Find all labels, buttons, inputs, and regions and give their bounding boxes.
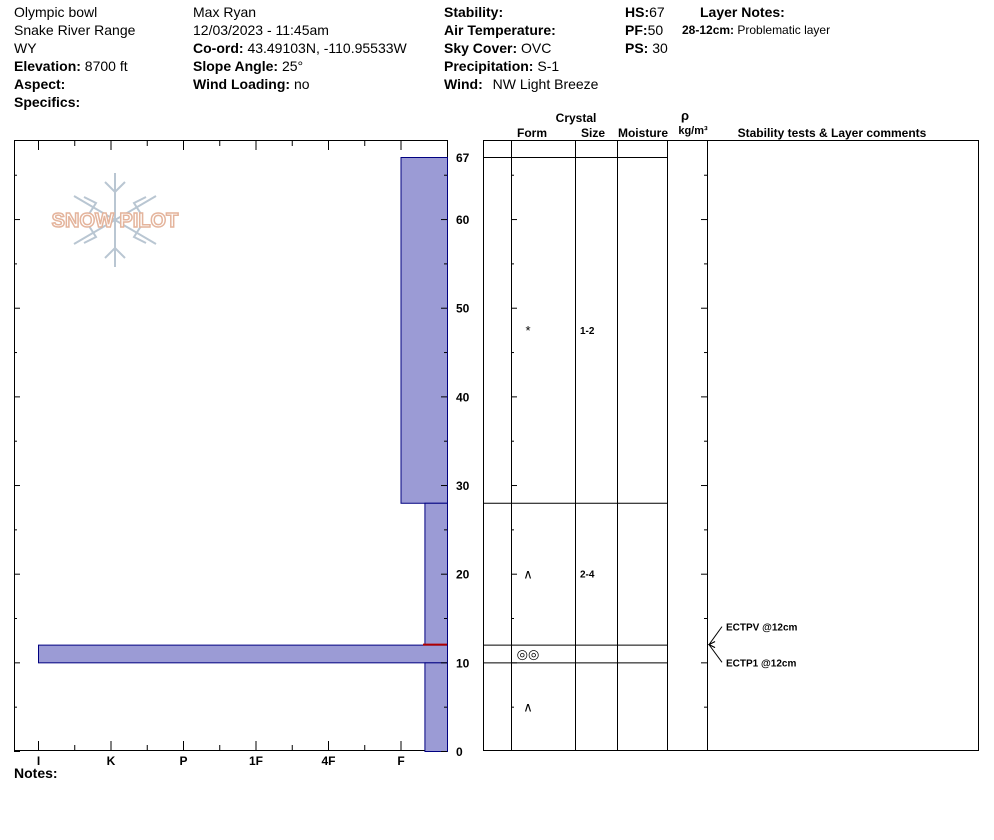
crystal-form-depth-hoar: ∧ — [523, 566, 533, 582]
pf-value: 50 — [647, 22, 664, 38]
crystal-form-precipitation-particles: * — [525, 322, 531, 338]
wind-loading-label: Wind Loading: — [193, 76, 291, 92]
elevation-label: Elevation: — [14, 58, 81, 74]
stability-test-label: ECTP1 @12cm — [726, 658, 797, 670]
crystal-form-melt-forms: ◎◎ — [516, 646, 540, 662]
crystal-header: Crystal — [555, 111, 597, 125]
wind-loading-value: no — [293, 76, 310, 92]
stability-label: Stability: — [444, 4, 504, 20]
precip-label: Precipitation: — [444, 58, 534, 74]
hardness-tick-label: F — [397, 754, 405, 768]
depth-tick-label: 20 — [456, 567, 470, 582]
observer-name: Max Ryan — [193, 4, 257, 20]
hardness-layer-2 — [39, 645, 448, 663]
slope-label: Slope Angle: — [193, 58, 279, 74]
coord-value: 43.49103N, -110.95533W — [247, 40, 407, 56]
stability-test-leader — [709, 645, 722, 663]
form-header: Form — [517, 126, 547, 140]
size-header: Size — [580, 126, 606, 140]
slope-value: 25° — [281, 58, 304, 74]
ps-value: 30 — [652, 40, 668, 56]
notes-label: Notes: — [14, 765, 58, 781]
hardness-tick-label: K — [106, 754, 116, 768]
stability-comments-header: Stability tests & Layer comments — [737, 126, 927, 140]
stability-test-leader — [709, 627, 722, 645]
wind-label: Wind: — [444, 76, 483, 92]
observation-datetime: 12/03/2023 - 11:45am — [193, 22, 329, 38]
hardness-layers — [39, 158, 448, 752]
snowpilot-watermark — [52, 173, 179, 267]
hardness-tick-label: P — [179, 754, 188, 768]
ps-label: PS: — [625, 40, 649, 56]
range-name: Snake River Range — [14, 22, 136, 38]
precip-value: S-1 — [537, 58, 560, 74]
hardness-layer-0 — [401, 158, 448, 504]
sky-label: Sky Cover: — [444, 40, 518, 56]
wind-value: NW Light Breeze — [492, 76, 599, 92]
stability-test-label: ECTPV @12cm — [726, 622, 798, 634]
depth-tick-label: 50 — [456, 301, 470, 316]
depth-tick-label: 30 — [456, 479, 470, 494]
crystal-form-depth-hoar: ∧ — [523, 699, 533, 715]
layer-note-text: Problematic layer — [737, 23, 831, 37]
layer-note-depth: 28-12cm: — [682, 23, 735, 37]
density-ticks — [701, 175, 707, 707]
depth-tick-label: 60 — [456, 213, 470, 228]
aspect-label: Aspect: — [14, 76, 66, 92]
depth-tick-label: 0 — [456, 745, 463, 759]
hardness-tick-label: I — [36, 754, 41, 768]
sky-value: OVC — [521, 40, 552, 56]
hardness-tick-label: 1F — [248, 754, 264, 768]
elevation-value: 8700 ft — [84, 58, 128, 74]
pf-label: PF: — [625, 22, 648, 38]
depth-tick-label: 67 — [456, 151, 470, 165]
hs-value: 67 — [649, 4, 665, 20]
crystal-size-1: 2-4 — [580, 569, 595, 581]
hardness-tick-label: 4F — [321, 754, 336, 768]
density-unit-header: kg/m³ — [678, 125, 708, 137]
rho-header: ρ — [680, 108, 690, 123]
stability-tests — [709, 623, 798, 670]
state-name: WY — [14, 40, 37, 56]
layer-notes-label: Layer Notes: — [700, 4, 785, 20]
specifics-label: Specifics: — [14, 94, 81, 110]
depth-tick-label: 40 — [456, 390, 470, 405]
crystal-size-0: 1-2 — [580, 325, 595, 337]
crystal-rows — [517, 323, 595, 715]
air-temp-label: Air Temperature: — [444, 22, 556, 38]
coord-label: Co-ord: — [193, 40, 244, 56]
depth-tick-label: 10 — [456, 656, 470, 671]
hs-label: HS: — [625, 4, 650, 20]
watermark-text: SNOW PILOT — [51, 210, 179, 232]
location-name: Olympic bowl — [14, 4, 98, 20]
moisture-header: Moisture — [617, 126, 669, 140]
